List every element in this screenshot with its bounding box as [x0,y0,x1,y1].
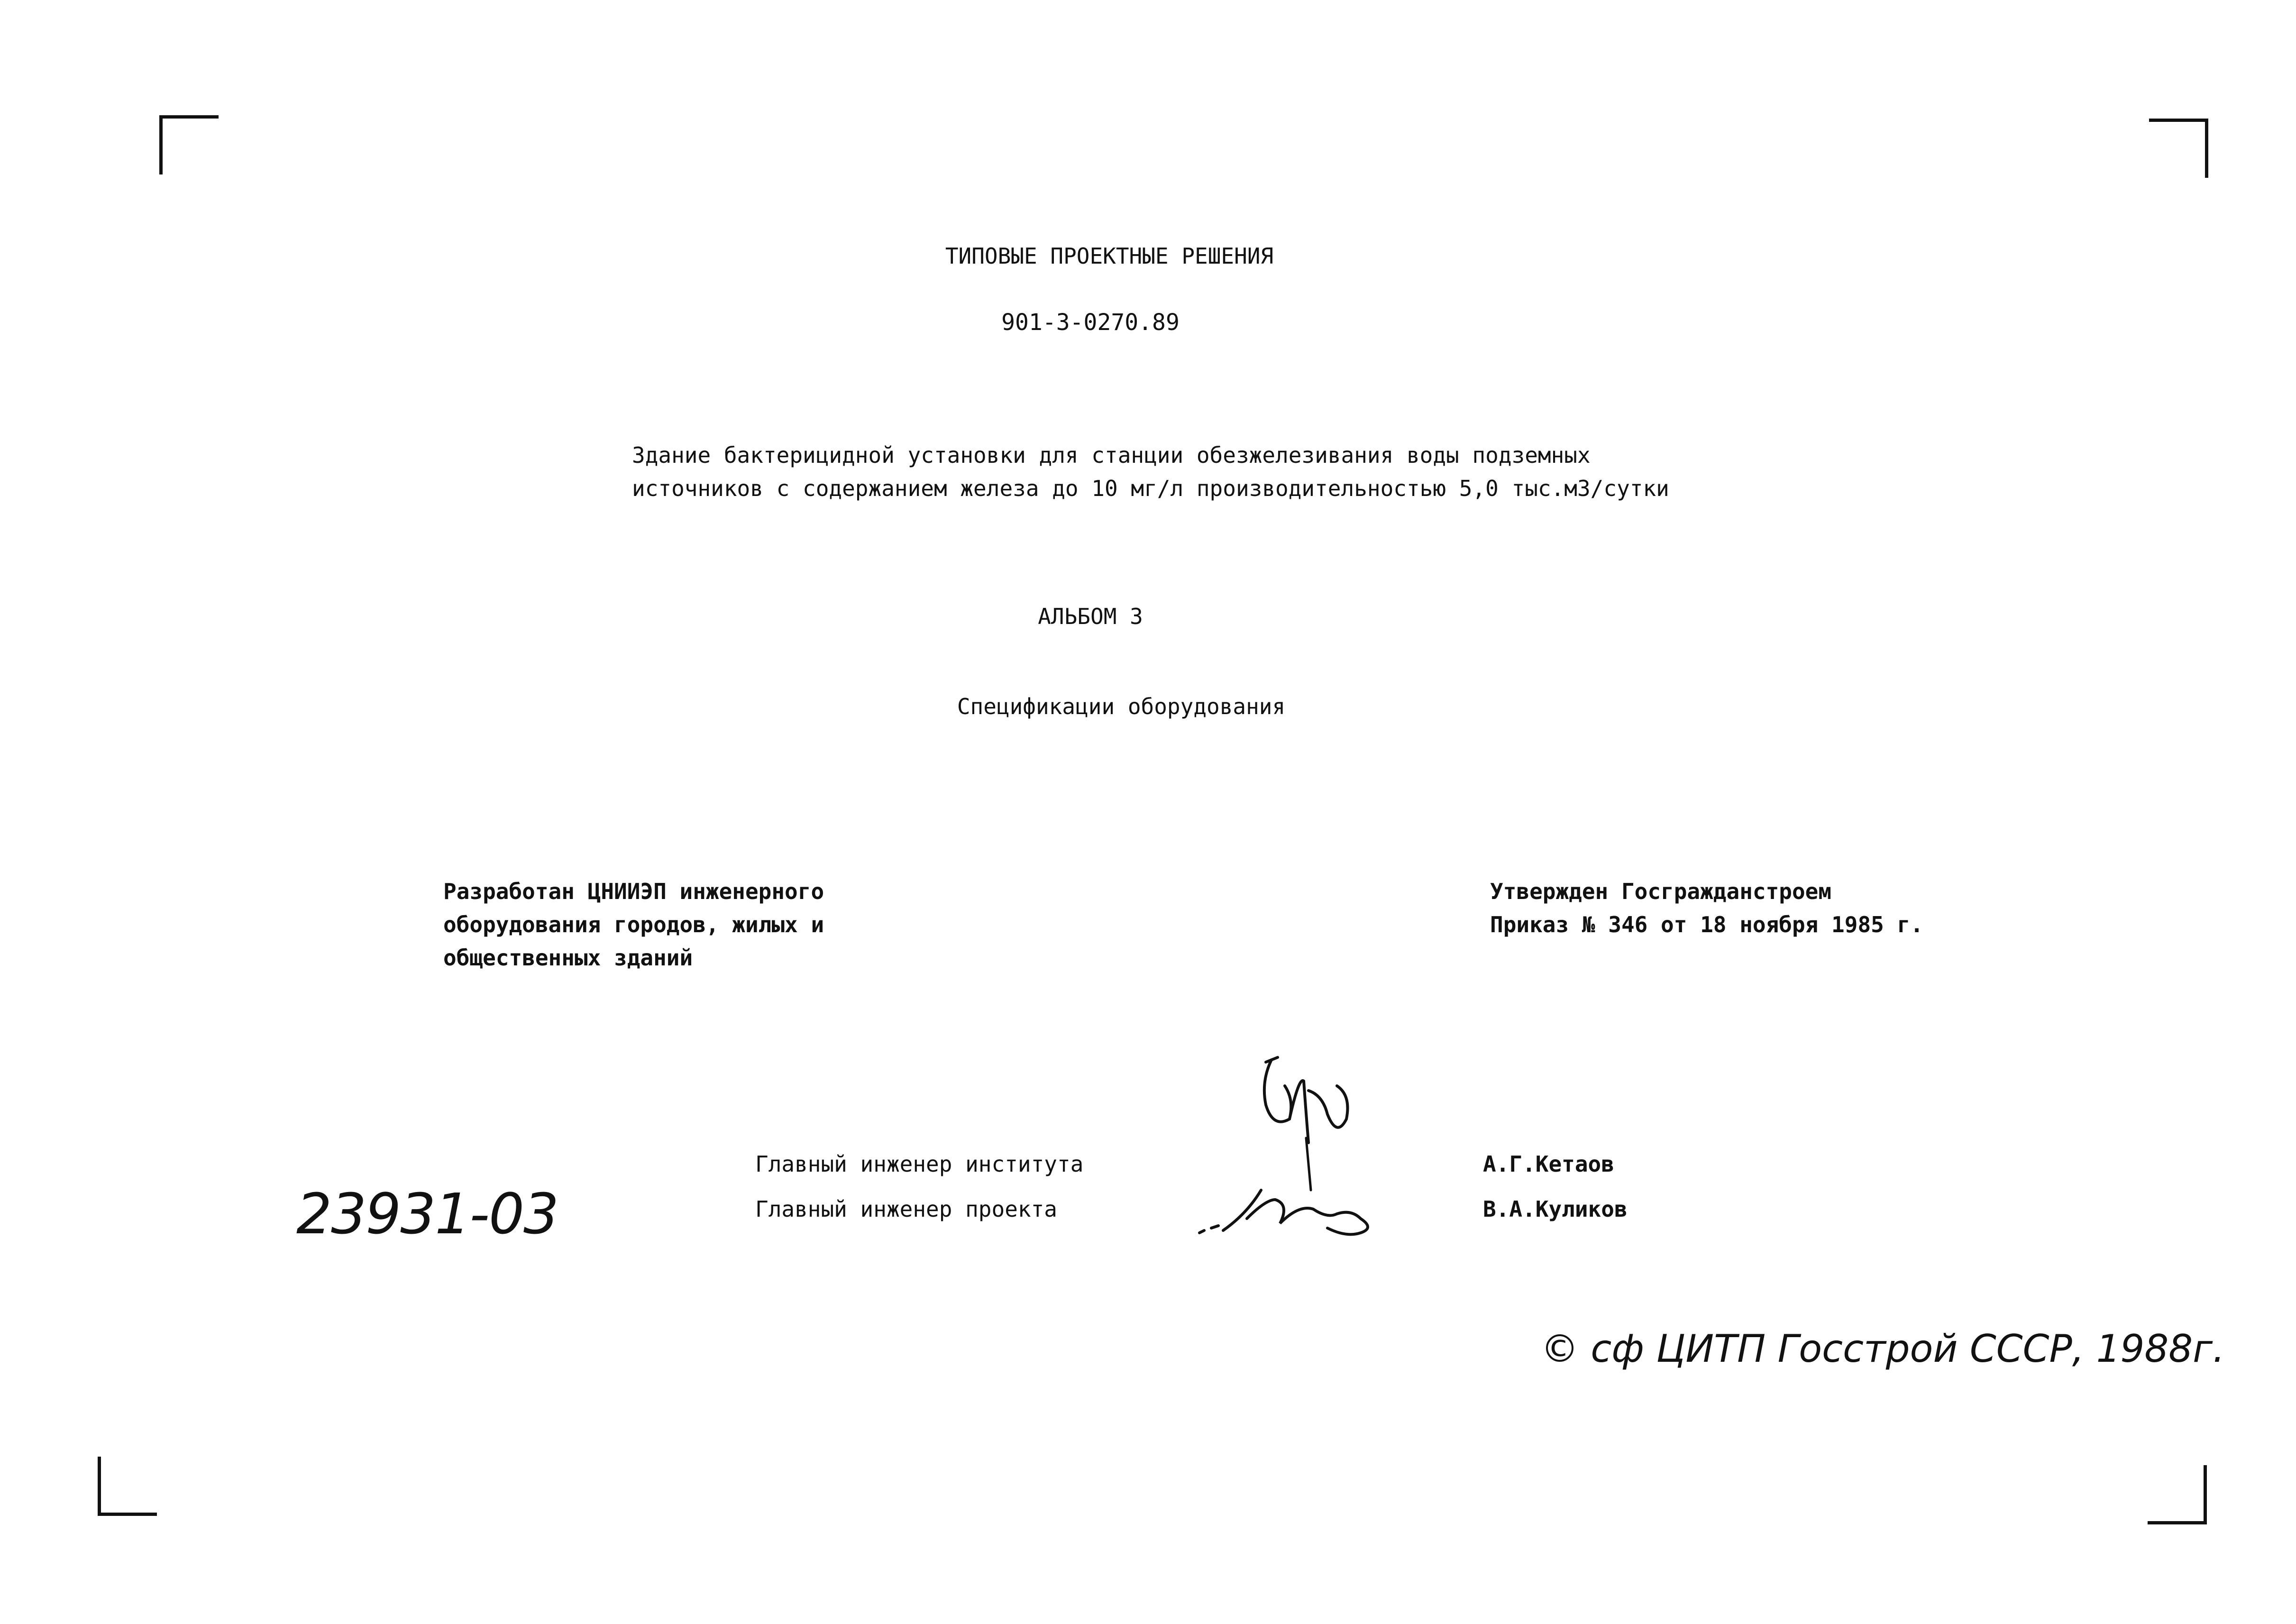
crop-mark-top-left [159,115,219,174]
copyright-note: © сф ЦИТП Госстрой СССР, 1988г. [1541,1327,2225,1371]
crop-mark-bottom-right [2148,1465,2207,1524]
crop-mark-bottom-left [98,1457,157,1516]
inventory-number: 23931-03 [296,1181,558,1247]
crop-mark-top-right [2149,119,2208,178]
approved-by-line-2: Приказ № 346 от 18 ноября 1985 г. [1490,912,1923,937]
signatory-role-2: Главный инженер проекта [755,1196,1057,1222]
description-line-2: источников с содержанием железа до 10 мг/л производительностью 5,0 тыс.м3/сутки [632,476,1669,501]
signatory-name-1: А.Г.Кетаов [1483,1151,1614,1177]
developed-by-line-2: оборудования городов, жилых и [443,912,824,937]
series-title: ТИПОВЫЕ ПРОЕКТНЫЕ РЕШЕНИЯ [945,243,1274,269]
album-title: АЛЬБОМ 3 [1038,604,1143,629]
approved-by-line-1: Утвержден Госгражданстроем [1490,879,1832,904]
document-code: 901-3-0270.89 [1001,309,1180,336]
album-subtitle: Спецификации оборудования [957,694,1286,719]
developed-by-line-1: Разработан ЦНИИЭП инженерного [443,879,824,904]
signature-chief-engineer-project [1195,1171,1413,1247]
signatory-name-2: В.А.Куликов [1483,1196,1628,1222]
developed-by-line-3: общественных зданий [443,945,693,971]
signatory-role-1: Главный инженер института [755,1151,1084,1177]
description-line-1: Здание бактерицидной установки для станции обезжелезивания воды подземных [632,442,1591,468]
